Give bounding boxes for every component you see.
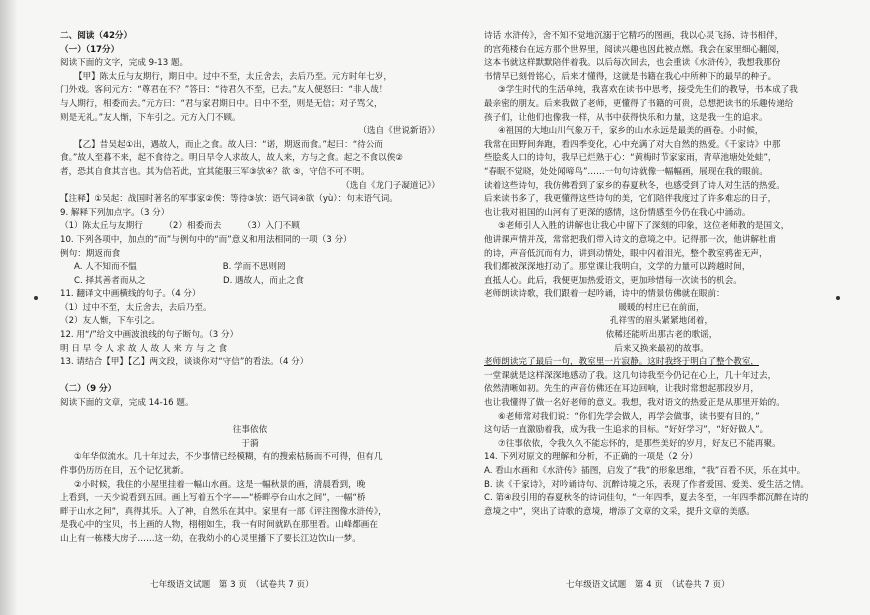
right-text-line: 的诗，声音低沉而有力，讲到动情处，眼中闪着泪光，整个教室鸦雀无声，	[484, 248, 768, 259]
right-text-line: 也让我懂得了做一名好老师的意义。我想，我对语文的热爱正是从那里开始的。	[484, 398, 785, 409]
left-text-line: 畔于山水之间”，真得其乐。入了神，自然乐在其中。家里有一部《评注图像水浒传》，	[60, 506, 387, 517]
right-text-line: 书情早已刻骨铭心，后来才懂得，这就是书籍在我心中所种下的最早的种子。	[484, 71, 777, 82]
right-text-line: 后来又换来最初的故事。	[614, 343, 709, 354]
right-text-line: ④祖国的大地山川气象万千，家乡的山水永远是最美的画卷。小时候，	[498, 126, 764, 137]
right-text-line: C. 第④段引用的春夏秋冬的诗词佳句，“一年四季，夏去冬至，一年四季都沉醉在诗的	[484, 493, 809, 504]
right-text-line: B. 读《千家诗》，对吟诵诗句、沉醉诗境之乐，表现了作者爱国、爱美、爱生活之情。	[484, 479, 810, 490]
right-text-line: 老师朗读诗歌，我们跟着一起吟诵，诗中的情景仿佛就在眼前：	[484, 289, 725, 300]
left-text-line: （1）过中不至，太丘舍去，去后乃至。	[60, 302, 212, 313]
left-text-line: （选自《龙门子凝道记》）	[341, 180, 440, 191]
right-column	[484, 30, 839, 519]
left-text-line: ②小时候，我住的小屋里挂着一幅山水画。这是一幅秋景的画，清晨看到，晚	[74, 479, 366, 490]
right-text-line: 最亲密的朋友。后来我做了老师，更懂得了书籍的可贵，总想把读书的乐趣传递给	[484, 98, 794, 109]
left-text-line: 【注释】①吴起：战国时著名的军事家②俟：等待③欤：语气词④欲（yù）：句末语气词。	[60, 194, 398, 205]
right-text-line: ⑤老师引人入胜的讲解也让我心中留下了深刻的印象，这位老师教的是国文，	[498, 221, 790, 232]
left-text-line: C. 择其善者而从之 D. 遇故人，而止之食	[74, 275, 304, 286]
right-text-line: 一堂课就是这样深深地感动了我。这几句诗我至今仍记在心上，几十年过去，	[484, 370, 777, 381]
left-text-line: （2）友人惭，下车引之。	[60, 316, 160, 327]
right-text-line: 的宫苑楼台在远方那个世界里，阅读兴趣也因此被点燃。我会在家里细心翻阅，	[484, 44, 785, 55]
right-text-line: 他讲课声情并茂，常常把我们带入诗文的意境之中。记得那一次，他讲解杜甫	[484, 234, 777, 245]
left-text-line: 则是无礼。”友人惭，下车引之。元方入门不顾。	[60, 112, 241, 123]
right-text-line: 我们都被深深地打动了。那堂课让我明白，文学的力量可以跨越时间，	[484, 262, 751, 273]
page-footer-left: 七年级语文试题 第 3 页 （试卷共 7 页）	[150, 580, 314, 590]
left-text-line: 门外戏。客问元方：“尊君在不？”答曰：“待君久不至，已去。”友人便怒曰：“非人哉！	[60, 85, 388, 96]
left-text-line: 11. 翻译文中画横线的句子。（4 分）	[60, 289, 201, 300]
left-text-line: （1）陈太丘与友期行 （2）相委而去 （3）入门不顾	[60, 221, 300, 232]
left-text-line: 阅读下面的文章，完成 14-16 题。	[60, 398, 194, 409]
right-text-line: 孩子们，让他们也像我一样，从书中获得快乐和力量，这是我一生的追求。	[484, 112, 768, 123]
right-text-line: 后来读书多了，我更懂得这些诗句的美，它们陪伴我度过了许多难忘的日子，	[484, 194, 777, 205]
left-text-line: 【乙】昔吴起①出，遇故人，而止之食。故人曰：“诺，期返而食。”起曰：“待公而	[74, 139, 383, 150]
binding-hole	[836, 296, 840, 300]
right-text-line: 依稀还能听出那古老的歌谣，	[605, 330, 718, 341]
left-text-line: 【甲】陈太丘与友期行，期日中。过中不至，太丘舍去，去后乃至。元方时年七岁，	[74, 71, 392, 82]
left-text-line: ①年华似流水。几十年过去，不少事情已经模糊，有的搜索枯肠而不可得，但有几	[74, 452, 383, 463]
left-text-line: 例句：期返而食	[60, 248, 121, 259]
left-text-line: 食。”故人至暮不来，起不食待之。明日早令人求故人，故人来，方与之食。起之不食以俟②	[60, 153, 404, 164]
right-text-line: 暖暖的村庄已在前面，	[618, 302, 705, 313]
left-text-line: 明 日 早 令 人 求 故 人 故 人 来 方 与 之 食	[60, 343, 228, 354]
right-text-line: 依然清晰如初。先生的声音仿佛还在耳边回响，让我时常想起那段岁月，	[484, 384, 760, 395]
left-text-line: 往事依依	[232, 425, 268, 436]
left-text-line: 是我心中的宝贝，书上画的人物，栩栩如生，我一有时间就趴在那里看。山峰都画在	[60, 520, 378, 531]
page-shadow	[0, 0, 18, 615]
left-text-line: 山上有一栋楼大房子……这一幼，在我幼小的心灵里播下了要长江边饮山一梦。	[60, 533, 361, 544]
left-text-line: 上看到，一天少说看到五回。画上写着五个字——“桥畔亭台山水之间”，一幅“桥	[60, 493, 366, 504]
left-text-line: 阅读下面的文字，完成 9-13 题。	[60, 58, 189, 69]
right-text-line: 直抵人心。此后，我便更加热爱语文，更加珍惜每一次读书的机会。	[484, 275, 742, 286]
left-column	[60, 30, 440, 547]
right-text-line: 我常在田野间奔跑，看四季变化，心中充满了对大自然的热爱。《千家诗》中那	[484, 139, 781, 150]
left-text-line: 件事仍历历在目，五个记忆犹新。	[60, 466, 189, 476]
right-text-line: 也让我对祖国的山河有了更深的感情，这份情感至今仍在我心中涌动。	[484, 207, 751, 218]
left-text-line: 与人期行，相委而去。”元方曰：“君与家君期日中。日中不至，则是无信；对子骂父，	[60, 98, 383, 109]
left-text-line: （一）（17分）	[60, 44, 120, 55]
right-text-line: “春眠不觉晓，处处闻啼鸟”……一句句诗就像一幅幅画，展现在我的眼前。	[484, 166, 768, 177]
left-text-line: （二）（9 分）	[60, 384, 117, 395]
right-text-line: ⑦往事依依，令我久久不能忘怀的，是那些美好的岁月，好友已不能再聚。	[498, 438, 781, 449]
left-text-line: 于漪	[241, 438, 259, 449]
right-text-line: 孔祥雪的眉头紧紧地闭着，	[609, 316, 714, 327]
left-text-line: 12. 用“/”给文中画波浪线的句子断句。（3 分）	[60, 330, 239, 341]
right-text-line: 诗话 水浒传》，舍不知不觉地沉溺于它精巧的图画，我以心灵飞扬、诗书相伴，	[484, 31, 784, 41]
page-footer-right: 七年级语文试题 第 4 页 （试卷共 7 页）	[566, 580, 730, 590]
right-text-line: 些脍炙人口的诗句，我早已烂熟于心：“黄梅时节家家雨，青草池塘处处蛙”，	[484, 153, 777, 164]
right-text-line: 这句话一直激励着我，成为我一生追求的目标。“好好学习”，“好好做人”。	[484, 425, 769, 436]
right-text-line: 14. 下列对原文的理解和分析，不正确的一项是（2 分）	[484, 452, 698, 463]
right-text-line: 意境之中”，突出了诗歌的意境，增添了文章的文采，提升文章的美感。	[484, 506, 755, 517]
left-text-line: 10. 下列各项中，加点的“而”与例句中的“而”意义和用法相同的一项（3 分）	[60, 234, 352, 245]
left-text-line: A. 人不知而不愠 B. 学而不思则罔	[74, 262, 286, 273]
left-text-line	[60, 370, 440, 384]
binding-hole	[34, 296, 38, 300]
right-text-line: 这本书就这样默默陪伴着我。以后每次回去，也会重读《水浒传》，我想我那份	[484, 58, 781, 69]
left-text-line: 二、阅读（42分）	[60, 31, 133, 41]
right-text-line: 读着这些诗句，我仿佛看到了家乡的春夏秋冬，也感受到了诗人对生活的热爱。	[484, 180, 785, 191]
left-text-line: 13. 请结合【甲】【乙】两文段，谈谈你对“守信”的看法。（4 分）	[60, 357, 309, 368]
right-text-line: A. 看山水画和《水浒传》插图，启发了“我”的形象思维，“我”百看不厌，乐在其中。	[484, 466, 806, 476]
left-text-line	[60, 411, 440, 425]
right-text-line: ③学生时代的生活单纯，我喜欢在读书中思考，接受先生们的教导，书本成了我	[498, 85, 798, 96]
left-text-line: 9. 解释下列加点字。（3 分）	[60, 207, 170, 218]
left-text-line: （选自《世说新语》）	[358, 126, 440, 137]
left-text-line: 者，恐其自食其言也。其为信若此，宜其能服三军③欤④？欲 ⑤，守信不可不明。	[60, 166, 370, 177]
right-text-line: 老师朗读完了最后一句，教室里一片寂静。这时我终于明白了整个教室，	[484, 357, 760, 368]
right-text-line: ⑥老师常对我们说：“你们先学会做人，再学会做事，读书要有目的，”	[498, 411, 760, 422]
